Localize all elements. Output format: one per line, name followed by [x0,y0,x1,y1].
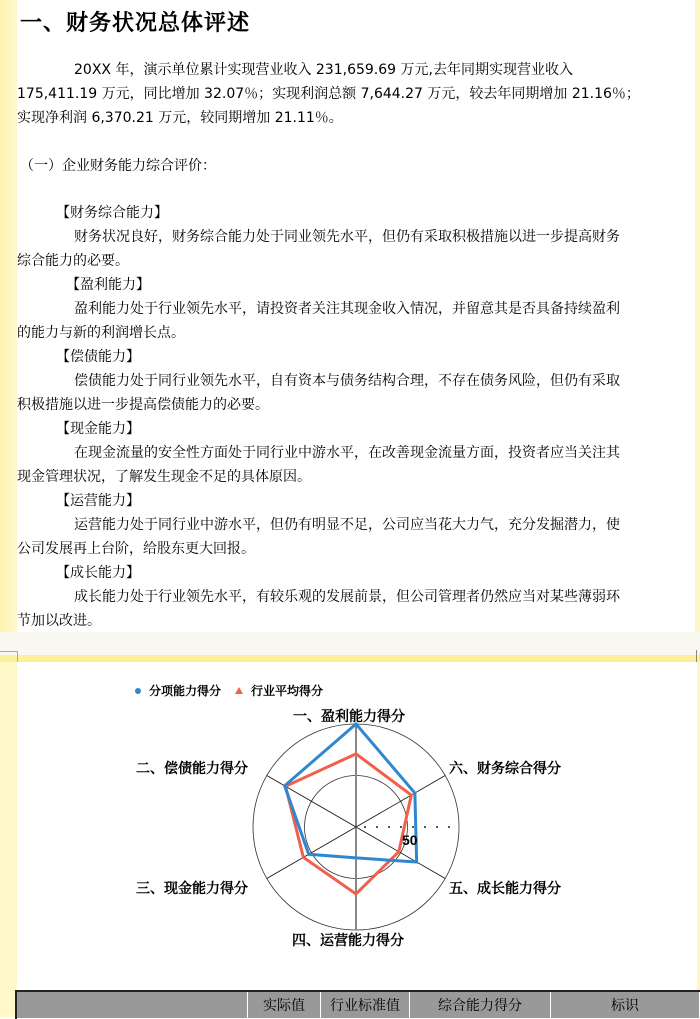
intro-line-2: 175,411.19 万元，同比增加 32.07％；实现利润总额 7,644.27 万元，较去年同期增加 21.16％； [17,86,640,102]
axis-label-growth: 五、成长能力得分 [449,881,561,897]
section-title: 一、财务状况总体评述 [20,10,251,36]
ability-title-cash: 【现金能力】 [56,421,140,437]
axis-label-cash: 三、现金能力得分 [136,881,248,897]
ability-title-growth: 【成长能力】 [56,565,140,581]
ability-title-financial: 【财务综合能力】 [56,205,168,221]
radar-series [285,724,417,894]
ring-value-label: 50 [402,832,418,848]
col-header-flag: 标识 [551,991,700,1019]
legend-label: 行业平均得分 [251,684,324,698]
score-table [15,990,700,1019]
ability-text-solvency-2: 积极措施以进一步提高偿债能力的必要。 [17,397,269,413]
axis-label-financial: 六、财务综合得分 [449,761,561,777]
ability-text-profit-2: 的能力与新的利润增长点。 [17,325,185,341]
ability-text-cash-1: 在现金流量的安全性方面处于同行业中游水平，在改善现金流量方面，投资者应当关注其 [74,445,620,461]
axis-label-solvency: 二、偿债能力得分 [136,761,248,777]
legend-label: 分项能力得分 [149,684,222,698]
col-header-actual: 实际值 [248,991,321,1019]
ability-text-operation-2: 公司发展再上台阶，给股东更大回报。 [17,541,255,557]
ability-text-cash-2: 现金管理状况，了解发生现金不足的具体原因。 [17,469,311,485]
subsection-title: （一）企业财务能力综合评价： [20,158,216,174]
ability-title-operation: 【运营能力】 [56,493,140,509]
col-header-item [16,991,248,1019]
table-header-row [16,991,700,1019]
ability-title-profit: 【盈利能力】 [66,277,150,293]
ability-text-financial-2: 综合能力的必要。 [17,253,129,269]
ability-text-growth-2: 节加以改进。 [17,613,101,629]
ability-title-solvency: 【偿债能力】 [56,349,140,365]
col-header-score: 综合能力得分 [410,991,551,1019]
ability-text-operation-1: 运营能力处于同行业中游水平，但仍有明显不足，公司应当花大力气，充分发掘潜力，使 [74,517,620,533]
axis-label-profit: 一、盈利能力得分 [293,709,405,725]
ability-text-growth-1: 成长能力处于行业领先水平，有较乐观的发展前景，但公司管理者仍然应当对某些薄弱环 [74,589,620,605]
ability-text-solvency-1: 偿债能力处于同行业领先水平，自有资本与债务结构合理，不存在债务风险，但仍有采取 [74,373,620,389]
ability-text-financial-1: 财务状况良好，财务综合能力处于同业领先水平，但仍有采取积极措施以进一步提高财务 [74,229,620,245]
col-header-standard: 行业标准值 [321,991,410,1019]
intro-line-1: 20XX 年，演示单位累计实现营业收入 231,659.69 万元,去年同期实现营业收入 [74,62,573,78]
axis-label-operation: 四、运营能力得分 [292,933,404,949]
intro-line-3: 实现净利润 6,370.21 万元，较同期增加 21.11％。 [17,110,343,126]
ability-text-profit-1: 盈利能力处于行业领先水平，请投资者关注其现金收入情况，并留意其是否具备持续盈利 [74,301,620,317]
